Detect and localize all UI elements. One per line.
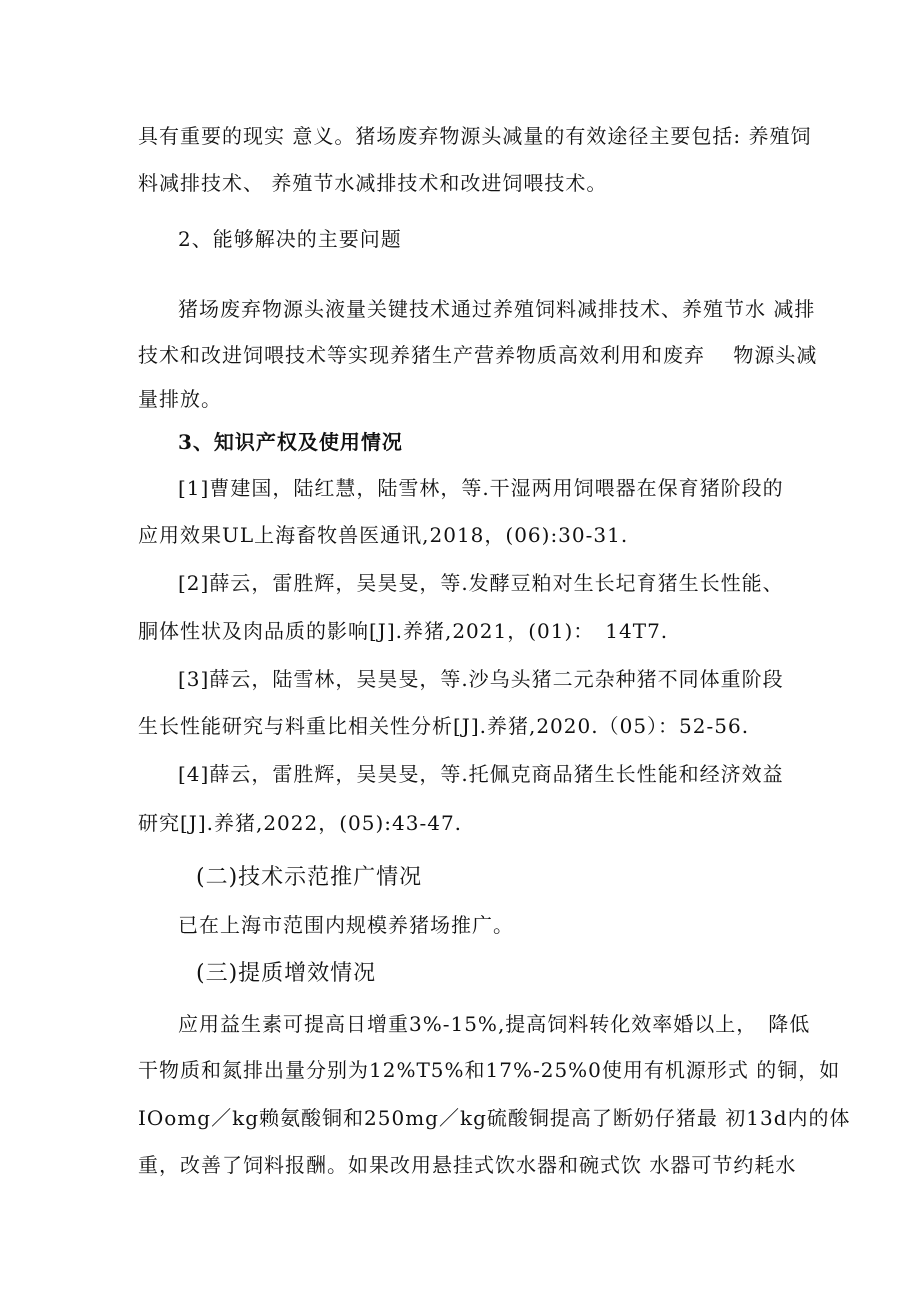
quality-line-1: 应用益生素可提高日增重3%-15%,提高饲料转化效率婚以上， 降低 — [178, 1012, 811, 1036]
reference-4-line-1: [4]薛云，雷胜辉，吴昊旻，等.托佩克商品猪生长性能和经济效益 — [178, 762, 784, 786]
reference-1-line-1: [1]曹建国，陆红慧，陆雪林，等.干湿两用饲喂器在保育猪阶段的 — [178, 476, 784, 500]
section2-line-2: 技术和改进饲喂技术等实现养猪生产营养物质高效利用和废弃 物源头减 — [138, 343, 818, 367]
section3-heading: 3、知识产权及使用情况 — [178, 430, 403, 454]
section2-line-3: 量排放。 — [138, 387, 222, 411]
section2-heading: 2、能够解决的主要问题 — [178, 227, 402, 251]
reference-1-line-2: 应用效果UL上海畜牧兽医通讯,2018，(06):30-31. — [138, 523, 629, 547]
quality-line-4: 重，改善了饲料报酬。如果改用悬挂式饮水器和碗式饮 水器可节约耗水 — [138, 1153, 797, 1177]
section2-line-1: 猪场废弃物源头液量关键技术通过养殖饲料减排技术、养殖节水 减排 — [178, 297, 816, 321]
intro-line-2: 料减排技术、 养殖节水减排技术和改进饲喂技术。 — [138, 171, 608, 195]
quality-line-3: IOomg／kg赖氨酸铜和250mg／kg硫酸铜提高了断奶仔猪最 初13d内的体 — [138, 1106, 851, 1130]
reference-2-line-1: [2]薛云，雷胜辉，吴昊旻，等.发酵豆粕对生长圮育猪生长性能、 — [178, 571, 784, 595]
quality-heading: (三)提质增效情况 — [196, 961, 377, 986]
demo-text: 已在上海市范围内规模养猪场推广。 — [178, 913, 514, 937]
reference-2-line-2: 胴体性状及肉品质的影响[J].养猪,2021，(01)： 14T7. — [138, 619, 669, 643]
reference-3-line-2: 生长性能研究与料重比相关性分析[J].养猪,2020.（05）：52-56. — [138, 714, 750, 738]
reference-3-line-1: [3]薛云，陆雪林，吴昊旻，等.沙乌头猪二元杂种猪不同体重阶段 — [178, 667, 784, 691]
intro-line-1: 具有重要的现实 意义。猪场废弃物源头减量的有效途径主要包括: 养殖饲 — [138, 124, 812, 148]
demo-heading: (二)技术示范推广情况 — [196, 865, 423, 890]
quality-line-2: 干物质和氮排出量分别为12%T5%和17%-25%0使用有机源形式 的铜，如 — [138, 1058, 841, 1082]
reference-4-line-2: 研究[J].养猪,2022，(05):43-47. — [138, 811, 463, 835]
